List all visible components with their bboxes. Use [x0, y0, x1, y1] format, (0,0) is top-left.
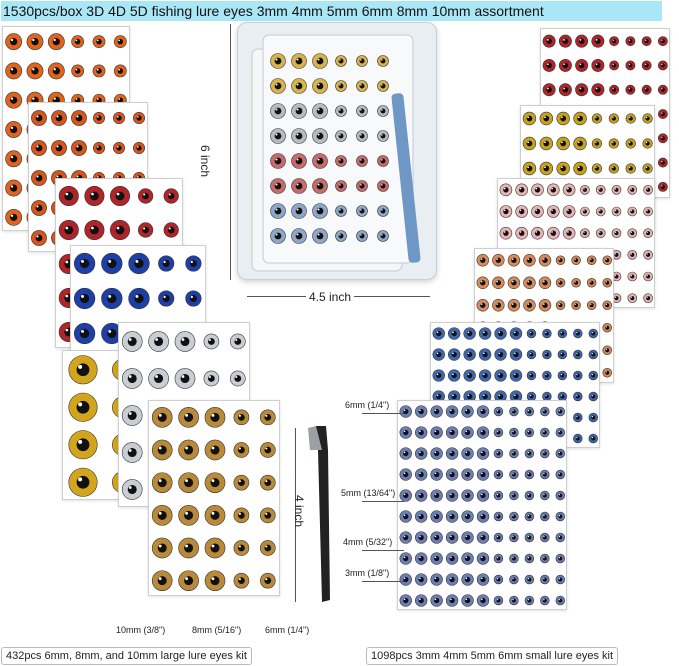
- small-size-label-4mm: 4mm (5/32"): [343, 537, 393, 547]
- storage-box-contents: [238, 23, 438, 281]
- small-kit-caption: 1098pcs 3mm 4mm 5mm 6mm small lure eyes kit: [366, 647, 618, 665]
- eye-sheet-mixed-large-pattern: [149, 401, 281, 597]
- storage-box: [237, 22, 437, 280]
- small-size-line-6mm: [362, 413, 404, 414]
- box-height-label: 6 inch: [198, 145, 212, 178]
- small-size-label-3mm: 3mm (1/8"): [345, 568, 390, 578]
- large-kit-caption: 432pcs 6mm, 8mm, and 10mm large lure eyes kit: [1, 647, 252, 665]
- title-banner: 1530pcs/box 3D 4D 5D fishing lure eyes 3mm 4mm 5mm 6mm 8mm 10mm assortment: [1, 1, 662, 21]
- eye-sheet-mixed-large: [148, 400, 280, 596]
- tweezers-length-label: 4 inch: [292, 495, 306, 528]
- large-size-label-8mm: 8mm (5/16"): [192, 625, 242, 635]
- small-size-line-3mm: [362, 581, 404, 582]
- large-size-label-6mm: 6mm (1/4"): [265, 625, 310, 635]
- small-size-label-6mm: 6mm (1/4"): [345, 400, 390, 410]
- large-size-label-10mm: 10mm (3/8"): [116, 625, 166, 635]
- small-size-line-4mm: [362, 550, 404, 551]
- box-width-label: 4.5 inch: [306, 290, 354, 304]
- box-height-line: [230, 24, 231, 280]
- tweezers-icon: [300, 420, 340, 610]
- small-size-label-5mm: 5mm (13/64"): [341, 488, 396, 498]
- small-size-line-5mm: [362, 501, 404, 502]
- eye-sheet-mixed-small: [397, 400, 567, 610]
- tweezers: [300, 420, 340, 610]
- eye-sheet-mixed-small-pattern: [398, 401, 568, 611]
